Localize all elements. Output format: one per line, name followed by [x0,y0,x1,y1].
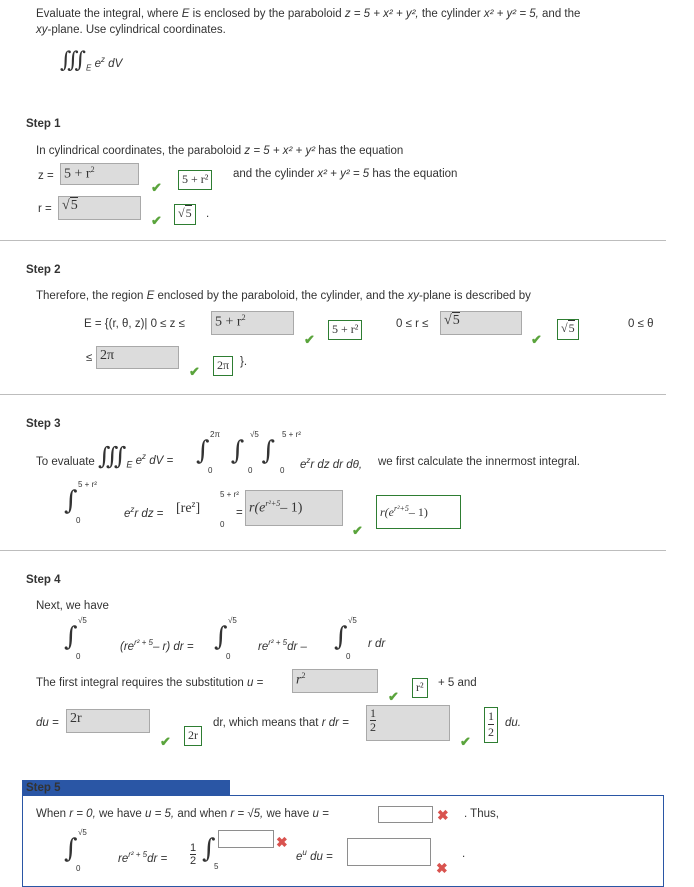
step-1-text: In cylindrical coordinates, the paraboloid z = 5 + x² + y² has the equation [36,145,404,157]
step-4-integrand-3: r dr [368,638,386,650]
r-equals-label: r = [38,203,52,215]
set-definition: E = {(r, θ, z)| 0 ≤ z ≤ [84,318,185,330]
thus-text: . Thus, [464,808,499,820]
triple-integral: $∭_E$ $e^z$ dV = [98,442,174,470]
step-3-result-input[interactable]: $r(e^{r^2+5}-$ 1) [245,490,343,526]
incorrect-x-icon: ✖ [276,834,288,850]
step-1-r-input[interactable]: √5 [58,196,141,220]
incorrect-x-icon: ✖ [436,860,448,876]
step-5-integral: ∫ √5 0 [64,828,87,873]
step-2-z-input[interactable]: $5 + r^2$ [211,311,294,335]
step-3-text-b: we first calculate the innermost integral. [378,456,580,468]
inner-integral: ∫ 5 + r² 0 [64,480,97,525]
step-3-label: Step 3 [26,418,61,430]
step-5-text: When r = 0, we have u = 5, and when r = √5, we have u = [36,808,329,820]
step-1-label: Step 1 [26,118,61,130]
theta-range-label: 0 ≤ θ [628,318,654,330]
step-4-fraction-input[interactable]: $\frac{1}{2}$ [366,705,450,741]
divider [0,394,666,395]
step-1-z-answer: 5 + r² [178,170,212,190]
step-1-z-input[interactable]: $5 + r^2$ [60,163,139,185]
correct-check-icon: ✔ [388,689,399,704]
rdr-text: dr, which means that r dr = [213,717,349,729]
step-2-text: Therefore, the region E enclosed by the paraboloid, the cylinder, and the xy-plane is described by [36,290,531,302]
divider [0,550,666,551]
iterated-integral: ∫ 2π 0 ∫ √5 0 ∫ 5 + r² 0 [196,430,301,475]
eu-integrand: $e^u$ du = [296,848,333,863]
next-we-have-text: Next, we have [36,600,109,612]
step-2-label: Step 2 [26,264,61,276]
du-equals-label: du = [36,717,59,729]
step-5-integral-2: ∫ 5 [202,834,219,871]
u-tail-text: + 5 and [438,677,477,689]
r-range-label: 0 ≤ r ≤ [396,318,429,330]
correct-check-icon: ✔ [352,523,363,538]
period: . [206,208,210,220]
le-symbol: ≤ [86,352,93,364]
to-evaluate-text: To evaluate [36,456,95,468]
divider [0,240,666,241]
step-4-du-answer: 2r [184,726,202,746]
step-5-result-input[interactable] [347,838,431,866]
step-2-z-answer: 5 + r² [328,320,362,340]
equals: = [236,507,243,519]
step-4-integral-3: ∫ √5 0 [334,616,357,661]
du-tail: du. [505,717,521,729]
incorrect-x-icon: ✖ [437,807,449,823]
substitution-text: The first integral requires the substitution u = [36,677,264,689]
correct-check-icon: ✔ [460,734,471,749]
step-4-integrand-2: $re^{r^2 + 5}dr$ – [258,638,307,653]
step-1-cylinder-text: and the cylinder x² + y² = 5 has the equation [233,168,458,180]
correct-check-icon: ✔ [151,180,162,195]
inner-integrand: $e^zr$ dz dr dθ, [300,456,363,471]
inner-integral-body: $e^zr$ dz = [124,505,164,520]
set-close: }. [240,356,248,368]
correct-check-icon: ✔ [189,364,200,379]
step-5-u-input[interactable] [378,806,433,823]
correct-check-icon: ✔ [304,332,315,347]
step-5-upper-limit-input[interactable] [218,830,274,848]
step-4-integral-2: ∫ √5 0 [214,616,237,661]
problem-line-1: Evaluate the integral, where E is enclosed by the paraboloid z = 5 + x² + y², the cylinder x² + y² = 5, and the [36,8,581,20]
correct-check-icon: ✔ [160,734,171,749]
z-equals-label: z = [38,170,54,182]
evaluated-bracket: $[re^z]$ 5 + r² 0 [176,490,239,529]
step-2-theta-answer: 2π [213,356,233,376]
step-1-r-answer: √5 [174,204,196,225]
correct-check-icon: ✔ [151,213,162,228]
step-4-label: Step 4 [26,574,61,586]
step-2-r-input[interactable]: √5 [440,311,522,335]
step-5-label: Step 5 [26,782,61,794]
step-4-du-input[interactable]: 2r [66,709,150,733]
step-2-theta-input[interactable]: 2π [96,346,179,369]
step-4-integral-1: ∫ √5 0 [64,616,87,661]
step-4-u-answer: r² [412,678,428,698]
step-4-integrand-1: ($re^{r^2 + 5}-$ r) dr = [120,638,194,653]
step-2-r-answer: √5 [557,319,579,340]
final-period: . [462,848,466,860]
half-fraction: 1 2 [190,842,197,867]
step-5-integrand: $re^{r^2 + 5}dr$ = [118,850,168,865]
step-4-u-input[interactable]: $r^2$ [292,669,378,693]
step-4-fraction-answer: $\frac{1}{2}$ [484,707,498,743]
step-3-result-answer: $r(e^{r^2+5}-$ 1) [376,495,461,529]
correct-check-icon: ✔ [531,332,542,347]
problem-line-2: xy-plane. Use cylindrical coordinates. [36,24,226,36]
problem-integral: $∭_E$ $e^z$ dV [60,48,123,73]
